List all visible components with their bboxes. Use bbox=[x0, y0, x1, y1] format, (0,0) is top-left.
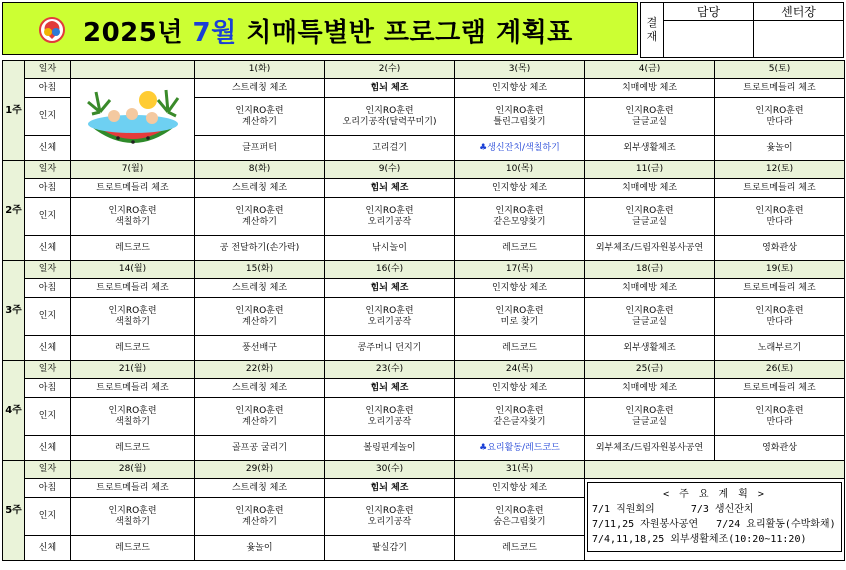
body-cell: 팥실감기 bbox=[325, 536, 455, 561]
week-label: 2주 bbox=[3, 161, 25, 261]
body-cell: 레드코드 bbox=[71, 236, 195, 261]
notes-cell bbox=[585, 479, 845, 561]
morning-cell: 인지향상 체조 bbox=[455, 479, 585, 498]
week-4-cognition-row bbox=[3, 398, 845, 436]
cognition-cell bbox=[195, 98, 325, 136]
week-4-body-row bbox=[3, 436, 845, 461]
cognition-activity: 오리기공작(달력꾸미기) bbox=[342, 116, 437, 127]
row-label-cognition: 인지 bbox=[25, 298, 71, 336]
approval-col-director: 센터장 bbox=[754, 3, 844, 21]
cognition-cell bbox=[455, 98, 585, 136]
row-label-body: 신체 bbox=[25, 536, 71, 561]
body-cell: 외부생활체조 bbox=[585, 336, 715, 361]
morning-cell: 스트레칭 체조 bbox=[195, 379, 325, 398]
morning-cell: 힘뇌 체조 bbox=[325, 79, 455, 98]
row-label-date: 일자 bbox=[25, 161, 71, 179]
cognition-cell bbox=[585, 98, 715, 136]
morning-cell: 트로트메들리 체조 bbox=[715, 379, 845, 398]
morning-cell: 스트레칭 체조 bbox=[195, 479, 325, 498]
morning-cell: 트로트메들리 체조 bbox=[715, 79, 845, 98]
cognition-program: 인지RO훈련 bbox=[235, 205, 284, 216]
key-plan-line: 7/1 직원회의 7/3 생신잔치 bbox=[592, 504, 754, 515]
week-3-morning-row bbox=[3, 279, 845, 298]
cognition-activity: 글글교실 bbox=[632, 116, 667, 127]
page-title: 2025년 7월 치매특별반 프로그램 계획표 bbox=[83, 18, 573, 48]
date-cell: 1(화) bbox=[195, 61, 325, 79]
date-cell: 19(토) bbox=[715, 261, 845, 279]
date-cell: 25(금) bbox=[585, 361, 715, 379]
cognition-program: 인지RO훈련 bbox=[495, 405, 544, 416]
body-cell: 레드코드 bbox=[71, 436, 195, 461]
cognition-activity: 숨은그림찾기 bbox=[493, 516, 546, 527]
body-cell: 골프공 굴리기 bbox=[195, 436, 325, 461]
cognition-program: 인지RO훈련 bbox=[495, 305, 544, 316]
body-cell: 노래부르기 bbox=[715, 336, 845, 361]
cognition-cell bbox=[325, 298, 455, 336]
key-plans-title: < 주 요 계 획 > bbox=[663, 489, 766, 500]
date-cell: 7(월) bbox=[71, 161, 195, 179]
cognition-activity: 만다라 bbox=[766, 116, 793, 127]
cognition-program: 인지RO훈련 bbox=[235, 105, 284, 116]
cognition-program: 인지RO훈련 bbox=[108, 305, 157, 316]
approval-sign-staff[interactable] bbox=[664, 21, 754, 58]
cognition-cell bbox=[715, 398, 845, 436]
row-label-cognition: 인지 bbox=[25, 498, 71, 536]
morning-cell: 트로트메들리 체조 bbox=[71, 179, 195, 198]
cognition-activity: 계산하기 bbox=[242, 416, 277, 427]
cognition-cell bbox=[585, 398, 715, 436]
date-cell: 2(수) bbox=[325, 61, 455, 79]
cognition-activity: 같은모양찾기 bbox=[493, 216, 546, 227]
schedule-table bbox=[2, 60, 845, 561]
date-cell: 21(월) bbox=[71, 361, 195, 379]
cognition-cell bbox=[195, 498, 325, 536]
cognition-cell bbox=[585, 198, 715, 236]
morning-cell: 스트레칭 체조 bbox=[195, 279, 325, 298]
cognition-program: 인지RO훈련 bbox=[235, 405, 284, 416]
cognition-cell bbox=[715, 198, 845, 236]
cognition-activity: 계산하기 bbox=[242, 116, 277, 127]
row-label-morning: 아침 bbox=[25, 179, 71, 198]
cognition-program: 인지RO훈련 bbox=[755, 405, 804, 416]
date-cell: 24(목) bbox=[455, 361, 585, 379]
week-1-morning-row bbox=[3, 79, 845, 98]
morning-cell: 트로트메들리 체조 bbox=[71, 479, 195, 498]
cognition-program: 인지RO훈련 bbox=[108, 405, 157, 416]
cognition-activity: 글글교실 bbox=[632, 416, 667, 427]
cognition-activity: 같은글자찾기 bbox=[493, 416, 546, 427]
cognition-activity: 오리기공작 bbox=[367, 216, 412, 227]
week-2-morning-row bbox=[3, 179, 845, 198]
cognition-cell bbox=[195, 298, 325, 336]
body-cell: 풍선배구 bbox=[195, 336, 325, 361]
date-cell: 17(목) bbox=[455, 261, 585, 279]
cognition-program: 인지RO훈련 bbox=[365, 105, 414, 116]
approval-side-label: 결 재 bbox=[641, 3, 664, 58]
date-cell: 31(목) bbox=[455, 461, 585, 479]
morning-cell: 스트레칭 체조 bbox=[195, 79, 325, 98]
cognition-program: 인지RO훈련 bbox=[755, 205, 804, 216]
cognition-cell bbox=[71, 198, 195, 236]
morning-cell: 트로트메들리 체조 bbox=[715, 279, 845, 298]
cognition-activity: 글글교실 bbox=[632, 216, 667, 227]
header-banner bbox=[2, 2, 638, 55]
cognition-activity: 색칠하기 bbox=[115, 316, 150, 327]
body-cell: 영화관상 bbox=[715, 236, 845, 261]
week-4-date-row bbox=[3, 361, 845, 379]
body-cell: 레드코드 bbox=[455, 536, 585, 561]
cognition-program: 인지RO훈련 bbox=[235, 505, 284, 516]
approval-sign-director[interactable] bbox=[754, 21, 844, 58]
row-label-body: 신체 bbox=[25, 336, 71, 361]
morning-cell: 힘뇌 체조 bbox=[325, 379, 455, 398]
row-label-date: 일자 bbox=[25, 461, 71, 479]
cognition-activity: 만다라 bbox=[766, 216, 793, 227]
week-5-morning-row bbox=[3, 479, 845, 498]
cognition-cell bbox=[195, 398, 325, 436]
cognition-program: 인지RO훈련 bbox=[365, 405, 414, 416]
cognition-cell bbox=[715, 98, 845, 136]
week-4-morning-row bbox=[3, 379, 845, 398]
body-cell: 외부생활체조 bbox=[585, 136, 715, 161]
body-cell: ♣생신잔치/색칠하기 bbox=[455, 136, 585, 161]
approval-col-staff: 담당 bbox=[664, 3, 754, 21]
row-label-date: 일자 bbox=[25, 61, 71, 79]
approval-box bbox=[640, 2, 844, 58]
week-label: 5주 bbox=[3, 461, 25, 561]
body-cell: 윷놀이 bbox=[715, 136, 845, 161]
cognition-cell bbox=[325, 398, 455, 436]
row-label-body: 신체 bbox=[25, 236, 71, 261]
blank-date-cell bbox=[71, 61, 195, 79]
row-label-body: 신체 bbox=[25, 136, 71, 161]
date-cell: 28(월) bbox=[71, 461, 195, 479]
cognition-program: 인지RO훈련 bbox=[625, 305, 674, 316]
week-5-date-row bbox=[3, 461, 845, 479]
body-cell: 외부체조/드림자원봉사공연 bbox=[585, 436, 715, 461]
morning-cell: 힘뇌 체조 bbox=[325, 179, 455, 198]
body-cell: ♣요리활동/레드코드 bbox=[455, 436, 585, 461]
cognition-program: 인지RO훈련 bbox=[365, 505, 414, 516]
row-label-cognition: 인지 bbox=[25, 398, 71, 436]
cognition-program: 인지RO훈련 bbox=[625, 405, 674, 416]
cognition-program: 인지RO훈련 bbox=[495, 505, 544, 516]
morning-cell: 인지향상 체조 bbox=[455, 379, 585, 398]
cognition-activity: 글글교실 bbox=[632, 316, 667, 327]
date-cell: 4(금) bbox=[585, 61, 715, 79]
cognition-program: 인지RO훈련 bbox=[235, 305, 284, 316]
watermelon-pool-icon bbox=[78, 82, 188, 158]
morning-cell: 힘뇌 체조 bbox=[325, 279, 455, 298]
cognition-cell bbox=[715, 298, 845, 336]
row-label-date: 일자 bbox=[25, 261, 71, 279]
row-label-cognition: 인지 bbox=[25, 98, 71, 136]
morning-cell: 치매예방 체조 bbox=[585, 279, 715, 298]
week-label: 3주 bbox=[3, 261, 25, 361]
morning-cell: 트로트메들리 체조 bbox=[715, 179, 845, 198]
row-label-date: 일자 bbox=[25, 361, 71, 379]
row-label-morning: 아침 bbox=[25, 479, 71, 498]
cognition-cell bbox=[325, 98, 455, 136]
date-cell: 30(수) bbox=[325, 461, 455, 479]
cognition-program: 인지RO훈련 bbox=[365, 205, 414, 216]
cognition-cell bbox=[455, 198, 585, 236]
body-cell: 콩주머니 던지기 bbox=[325, 336, 455, 361]
week-3-cognition-row bbox=[3, 298, 845, 336]
week-2-body-row bbox=[3, 236, 845, 261]
body-cell: 낚시놀이 bbox=[325, 236, 455, 261]
cognition-activity: 색칠하기 bbox=[115, 516, 150, 527]
cognition-program: 인지RO훈련 bbox=[495, 105, 544, 116]
morning-cell: 인지향상 체조 bbox=[455, 79, 585, 98]
morning-cell: 치매예방 체조 bbox=[585, 179, 715, 198]
body-cell: 공 전달하기(손가락) bbox=[195, 236, 325, 261]
week-label: 1주 bbox=[3, 61, 25, 161]
date-cell: 14(월) bbox=[71, 261, 195, 279]
date-cell: 9(수) bbox=[325, 161, 455, 179]
cognition-program: 인지RO훈련 bbox=[625, 105, 674, 116]
morning-cell: 치매예방 체조 bbox=[585, 79, 715, 98]
cognition-program: 인지RO훈련 bbox=[755, 305, 804, 316]
row-label-morning: 아침 bbox=[25, 79, 71, 98]
cognition-program: 인지RO훈련 bbox=[108, 205, 157, 216]
cognition-activity: 계산하기 bbox=[242, 316, 277, 327]
week-2-date-row bbox=[3, 161, 845, 179]
cognition-cell bbox=[71, 298, 195, 336]
morning-cell: 인지향상 체조 bbox=[455, 279, 585, 298]
key-plan-line: 7/11,25 자원봉사공연 7/24 요리활동(수박화채) bbox=[592, 519, 836, 530]
summer-illustration bbox=[71, 79, 195, 161]
cognition-activity: 만다라 bbox=[766, 416, 793, 427]
morning-cell: 트로트메들리 체조 bbox=[71, 379, 195, 398]
cognition-cell bbox=[455, 298, 585, 336]
row-label-cognition: 인지 bbox=[25, 198, 71, 236]
cognition-program: 인지RO훈련 bbox=[755, 105, 804, 116]
date-cell: 10(목) bbox=[455, 161, 585, 179]
date-cell: 11(금) bbox=[585, 161, 715, 179]
week-3-date-row bbox=[3, 261, 845, 279]
cognition-activity: 계산하기 bbox=[242, 516, 277, 527]
row-label-morning: 아침 bbox=[25, 279, 71, 298]
date-cell: 3(목) bbox=[455, 61, 585, 79]
date-cell: 8(화) bbox=[195, 161, 325, 179]
date-cell: 22(화) bbox=[195, 361, 325, 379]
morning-cell: 스트레칭 체조 bbox=[195, 179, 325, 198]
body-cell: 레드코드 bbox=[71, 336, 195, 361]
cognition-program: 인지RO훈련 bbox=[365, 305, 414, 316]
cognition-activity: 색칠하기 bbox=[115, 216, 150, 227]
center-logo-icon bbox=[37, 16, 67, 44]
week-1-date-row bbox=[3, 61, 845, 79]
date-cell: 12(토) bbox=[715, 161, 845, 179]
date-cell: 16(수) bbox=[325, 261, 455, 279]
date-cell: 15(화) bbox=[195, 261, 325, 279]
cognition-activity: 오리기공작 bbox=[367, 316, 412, 327]
morning-cell: 힘뇌 체조 bbox=[325, 479, 455, 498]
body-cell: 레드코드 bbox=[71, 536, 195, 561]
row-label-body: 신체 bbox=[25, 436, 71, 461]
date-cell: 5(토) bbox=[715, 61, 845, 79]
cognition-cell bbox=[325, 498, 455, 536]
cognition-cell bbox=[325, 198, 455, 236]
body-cell: 고리걸기 bbox=[325, 136, 455, 161]
week-3-body-row bbox=[3, 336, 845, 361]
body-cell: 레드코드 bbox=[455, 336, 585, 361]
cognition-activity: 색칠하기 bbox=[115, 416, 150, 427]
body-cell: 영화관상 bbox=[715, 436, 845, 461]
cognition-activity: 오리기공작 bbox=[367, 416, 412, 427]
week-2-cognition-row bbox=[3, 198, 845, 236]
date-cell: 23(수) bbox=[325, 361, 455, 379]
morning-cell: 치매예방 체조 bbox=[585, 379, 715, 398]
cognition-cell bbox=[585, 298, 715, 336]
cognition-cell bbox=[455, 498, 585, 536]
body-cell: 글프퍼터 bbox=[195, 136, 325, 161]
body-cell: 외부체조/드림자원봉사공연 bbox=[585, 236, 715, 261]
cognition-activity: 계산하기 bbox=[242, 216, 277, 227]
cognition-activity: 만다라 bbox=[766, 316, 793, 327]
cognition-program: 인지RO훈련 bbox=[625, 205, 674, 216]
cognition-activity: 틀린그림찾기 bbox=[493, 116, 546, 127]
date-cell: 26(토) bbox=[715, 361, 845, 379]
morning-cell: 트로트메들리 체조 bbox=[71, 279, 195, 298]
cognition-program: 인지RO훈련 bbox=[495, 205, 544, 216]
morning-cell: 인지향상 체조 bbox=[455, 179, 585, 198]
cognition-program: 인지RO훈련 bbox=[108, 505, 157, 516]
cognition-cell bbox=[71, 498, 195, 536]
cognition-cell bbox=[455, 398, 585, 436]
empty-date-cell bbox=[585, 461, 845, 479]
cognition-activity: 오리기공작 bbox=[367, 516, 412, 527]
cognition-cell bbox=[195, 198, 325, 236]
key-plans-box bbox=[587, 482, 842, 552]
body-cell: 윷놀이 bbox=[195, 536, 325, 561]
date-cell: 29(화) bbox=[195, 461, 325, 479]
date-cell: 18(금) bbox=[585, 261, 715, 279]
body-cell: 볼링핀게놀이 bbox=[325, 436, 455, 461]
cognition-activity: 미로 찾기 bbox=[500, 316, 539, 327]
body-cell: 레드코드 bbox=[455, 236, 585, 261]
row-label-morning: 아침 bbox=[25, 379, 71, 398]
cognition-cell bbox=[71, 398, 195, 436]
key-plan-line: 7/4,11,18,25 외부생활체조(10:20~11:20) bbox=[592, 534, 807, 545]
week-label: 4주 bbox=[3, 361, 25, 461]
